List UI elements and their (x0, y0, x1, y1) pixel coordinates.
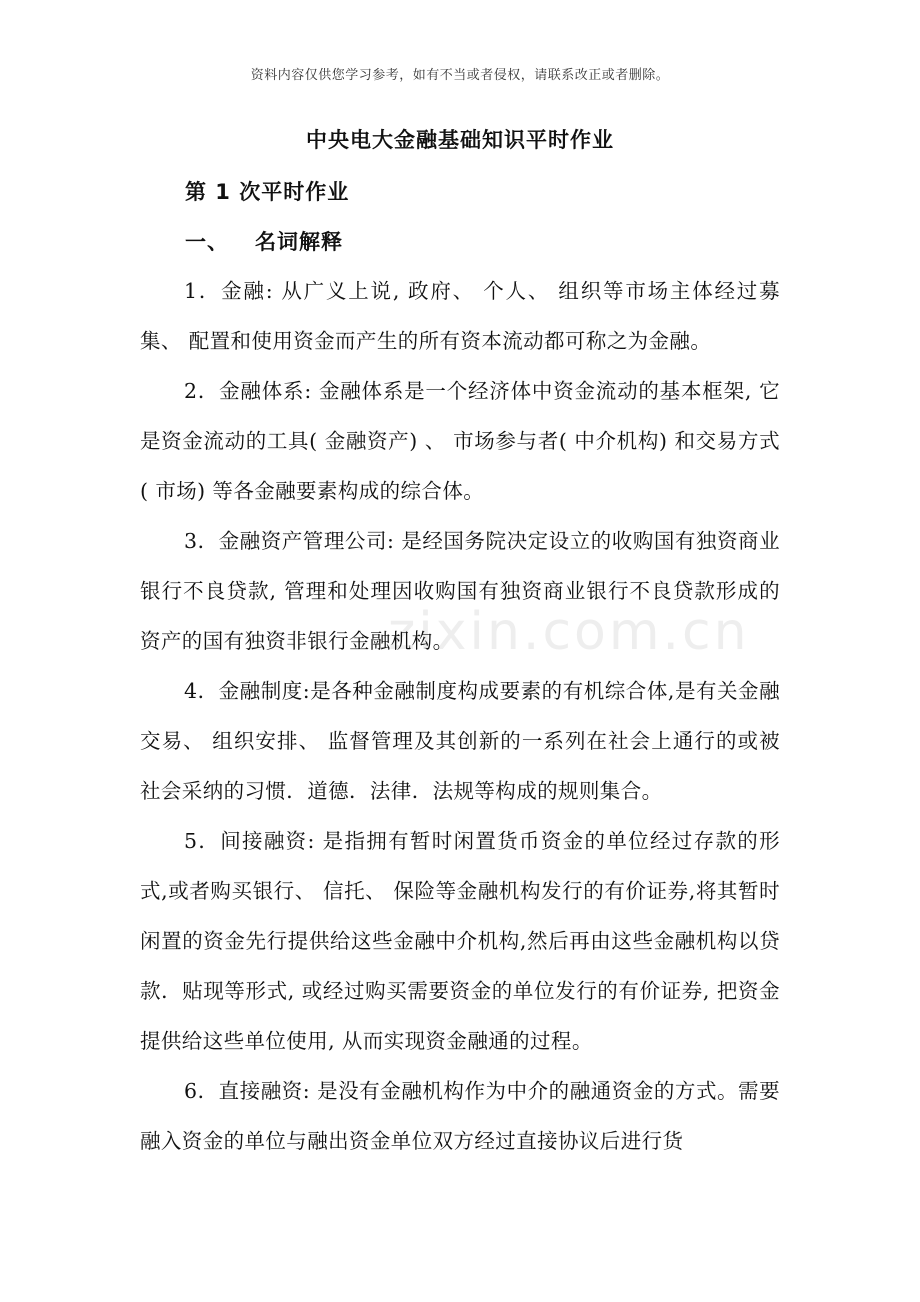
section-number: 一、 (185, 230, 229, 254)
definitions-list (140, 266, 780, 1166)
definition-paragraph: 6．直接融资: 是没有金融机构作为中介的融通资金的方式。需要融入资金的单位与融出资金单位双方经过直接协议后进行货 (140, 1079, 780, 1153)
definition-paragraph: 5．间接融资: 是指拥有暂时闲置货币资金的单位经过存款的形式,或者购买银行、 信托、 保险等金融机构发行的有价证券,将其暂时闲置的资金先行提供给这些金融中介机构,然后再由这些金融机构以贷款．贴现等形式, 或经过购买需要资金的单位发行的有价证券, 把资金提供给这些单位使用, 从而实现资金融通的过程。 (140, 829, 780, 1053)
watermark: zixin.com.cn (388, 602, 750, 662)
definition-paragraph: 3．金融资产管理公司: 是经国务院决定设立的收购国有独资商业银行不良贷款, 管理和处理因收购国有独资商业银行不良贷款形成的资产的国有独资非银行金融机构。 (140, 529, 780, 653)
definition-paragraph: 2．金融体系: 金融体系是一个经济体中资金流动的基本框架, 它是资金流动的工具( 金融资产) 、 市场参与者( 中介机构) 和交易方式( 市场) 等各金融要素构成的综合体。 (140, 379, 780, 503)
definition-paragraph: 1．金融: 从广义上说, 政府、 个人、 组织等市场主体经过募集、 配置和使用资金而产生的所有资本流动都可称之为金融。 (140, 279, 780, 353)
document-title: 中央电大金融基础知识平时作业 (306, 128, 614, 152)
assignment-heading: 第 1 次平时作业 (185, 180, 350, 204)
disclaimer-header: 资料内容仅供您学习参考，如有不当或者侵权，请联系改正或者删除。 (250, 68, 670, 83)
section-title: 名词解释 (255, 230, 343, 254)
definition-paragraph: 4．金融制度:是各种金融制度构成要素的有机综合体,是有关金融交易、 组织安排、 监督管理及其创新的一系列在社会上通行的或被社会采纳的习惯．道德．法律．法规等构成的规则集合。 (140, 679, 780, 803)
section-heading (185, 226, 343, 256)
